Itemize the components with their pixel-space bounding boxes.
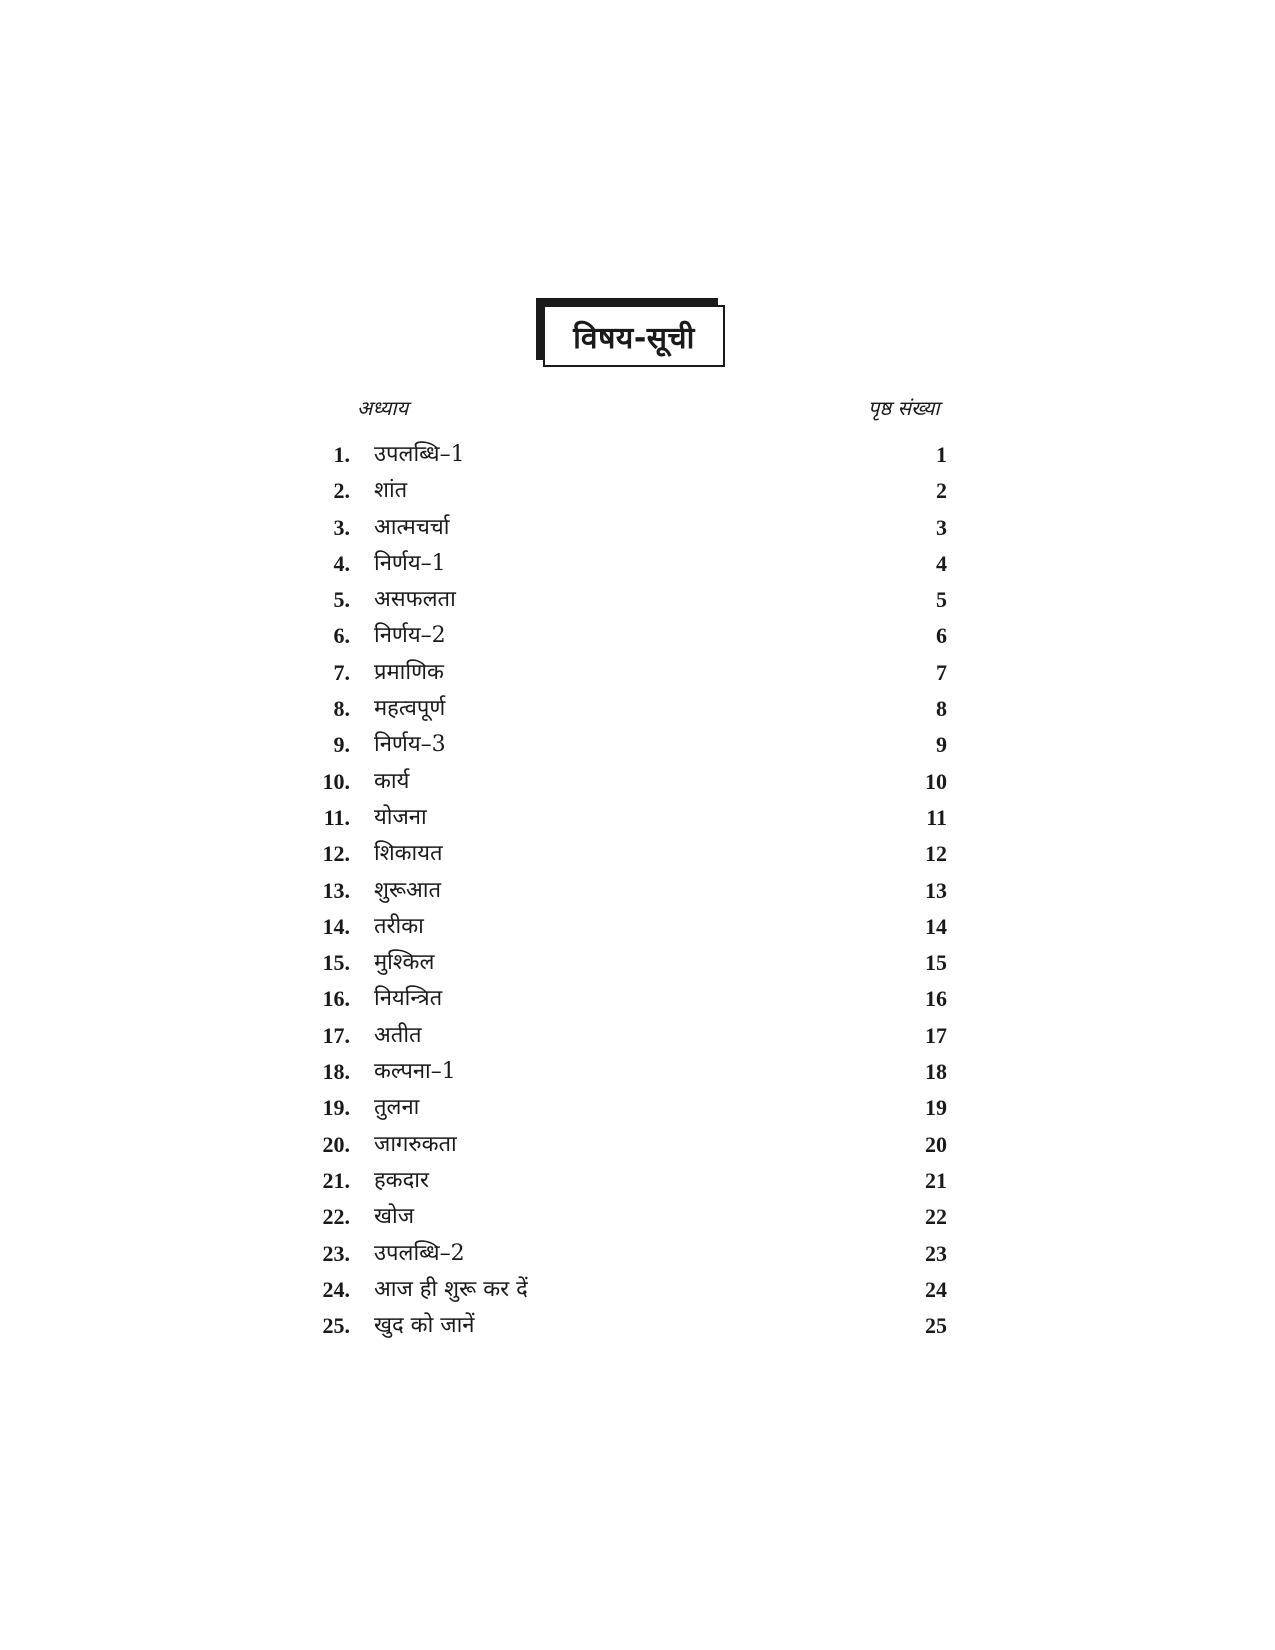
toc-entry-title: निर्णय–3 (374, 732, 446, 758)
toc-entry-title: तरीका (374, 913, 424, 939)
toc-entry-number: 5. (333, 587, 350, 613)
toc-entry-title: अतीत (374, 1022, 422, 1048)
toc-entry-number: 12. (322, 841, 350, 867)
toc-entry-number: 16. (322, 986, 350, 1012)
toc-entry (300, 1163, 950, 1199)
toc-entry-number: 10. (322, 768, 350, 794)
toc-entry-number: 22. (322, 1204, 350, 1230)
toc-entry (300, 582, 950, 618)
toc-entry-title: प्रमाणिक (374, 659, 444, 685)
toc-entry (300, 655, 950, 691)
toc-entry-page: 21 (925, 1167, 947, 1193)
toc-entry (300, 1090, 950, 1126)
contents-title-box (543, 305, 725, 367)
toc-entry (300, 618, 950, 654)
toc-entry-number: 4. (333, 550, 350, 576)
toc-entry-page: 4 (936, 550, 947, 576)
toc-entry-page: 19 (925, 1095, 947, 1121)
toc-entry-page: 5 (936, 587, 947, 613)
toc-entry-number: 15. (322, 950, 350, 976)
toc-entry-title: उपलब्धि–1 (374, 442, 465, 467)
toc-entry-page: 24 (925, 1276, 947, 1302)
toc-entry-number: 20. (322, 1131, 350, 1157)
toc-entry-page: 20 (925, 1131, 947, 1157)
toc-entry-page: 7 (936, 659, 947, 685)
toc-entry (300, 1308, 950, 1344)
toc-entry-title: जागरुकता (374, 1131, 457, 1157)
toc-entry-page: 18 (925, 1059, 947, 1085)
toc-entry-page: 14 (925, 913, 947, 939)
toc-entry-title: शांत (374, 478, 408, 504)
toc-entry-number: 3. (333, 514, 350, 540)
toc-entry (300, 691, 950, 727)
toc-entry-title: खुद को जानें (374, 1313, 475, 1339)
toc-entry-page: 12 (925, 841, 947, 867)
toc-entry-number: 7. (333, 659, 350, 685)
toc-entry-number: 2. (333, 478, 350, 504)
contents-title: विषय-सूची (573, 320, 695, 356)
toc-entry-number: 23. (322, 1240, 350, 1266)
toc-entry (300, 1054, 950, 1090)
toc-entry-title: निर्णय–1 (374, 550, 446, 576)
toc-entry-title: नियन्त्रित (374, 986, 443, 1012)
toc-entry-page: 3 (936, 514, 947, 540)
toc-entry-title: महत्वपूर्ण (374, 696, 446, 722)
toc-entry-number: 6. (333, 623, 350, 649)
toc-entry-page: 25 (925, 1313, 947, 1339)
toc-entry-title: मुश्किल (374, 950, 435, 976)
toc-entry (300, 1018, 950, 1054)
toc-entry (300, 1127, 950, 1163)
toc-entry (300, 1272, 950, 1308)
toc-entry-number: 13. (322, 877, 350, 903)
toc-entry-number: 1. (333, 442, 350, 467)
page-column-header: पृष्ठ संख्या (868, 396, 940, 420)
toc-entry-title: शुरूआत (374, 877, 442, 903)
toc-entry-title: तुलना (374, 1095, 420, 1121)
toc-entry-number: 8. (333, 696, 350, 722)
toc-entry-title: निर्णय–2 (374, 623, 446, 649)
toc-entry-number: 9. (333, 732, 350, 758)
toc-entry-page: 16 (925, 986, 947, 1012)
toc-entry (300, 873, 950, 909)
toc-entry (300, 1236, 950, 1272)
toc-entry-title: कार्य (374, 768, 410, 794)
toc-entry (300, 1199, 950, 1235)
toc-entry-page: 22 (925, 1204, 947, 1230)
toc-entry-number: 17. (322, 1022, 350, 1048)
toc-entry-title: उपलब्धि–2 (374, 1240, 465, 1266)
toc-entry-number: 18. (322, 1059, 350, 1085)
toc-entry (300, 764, 950, 800)
toc-entry (300, 510, 950, 546)
toc-entry-page: 15 (925, 950, 947, 976)
toc-entry-number: 19. (322, 1095, 350, 1121)
toc-entry-title: हकदार (374, 1167, 429, 1193)
toc-entry-page: 10 (925, 768, 947, 794)
toc-entry (300, 437, 950, 473)
toc-entry-page: 8 (936, 696, 947, 722)
toc-entry-title: योजना (374, 804, 427, 830)
toc-entry (300, 727, 950, 763)
toc-entry-title: आत्मचर्चा (374, 514, 450, 540)
toc-entry-page: 23 (925, 1240, 947, 1266)
toc-entry-title: कल्पना–1 (374, 1059, 456, 1085)
toc-entry (300, 836, 950, 872)
toc-entry-number: 25. (322, 1313, 350, 1339)
toc-entry-page: 13 (925, 877, 947, 903)
toc-entry-number: 24. (322, 1276, 350, 1302)
toc-entry (300, 981, 950, 1017)
toc-entry (300, 473, 950, 509)
toc-entry-page: 9 (936, 732, 947, 758)
toc-entry-page: 17 (925, 1022, 947, 1048)
toc-entry (300, 546, 950, 582)
toc-entry-number: 21. (322, 1167, 350, 1193)
toc-entry-number: 11. (323, 804, 350, 830)
table-of-contents (300, 437, 950, 1344)
toc-entry-title: आज ही शुरू कर दें (374, 1276, 528, 1302)
toc-entry-page: 11 (926, 804, 947, 830)
toc-entry-title: असफलता (374, 587, 456, 613)
chapter-column-header: अध्याय (357, 396, 409, 420)
toc-entry-page: 2 (936, 478, 947, 504)
toc-entry-title: शिकायत (374, 841, 443, 867)
toc-entry-page: 1 (936, 442, 947, 467)
toc-entry (300, 945, 950, 981)
toc-entry-page: 6 (936, 623, 947, 649)
toc-entry (300, 909, 950, 945)
toc-entry (300, 800, 950, 836)
toc-entry-title: खोज (374, 1204, 415, 1230)
toc-entry-number: 14. (322, 913, 350, 939)
